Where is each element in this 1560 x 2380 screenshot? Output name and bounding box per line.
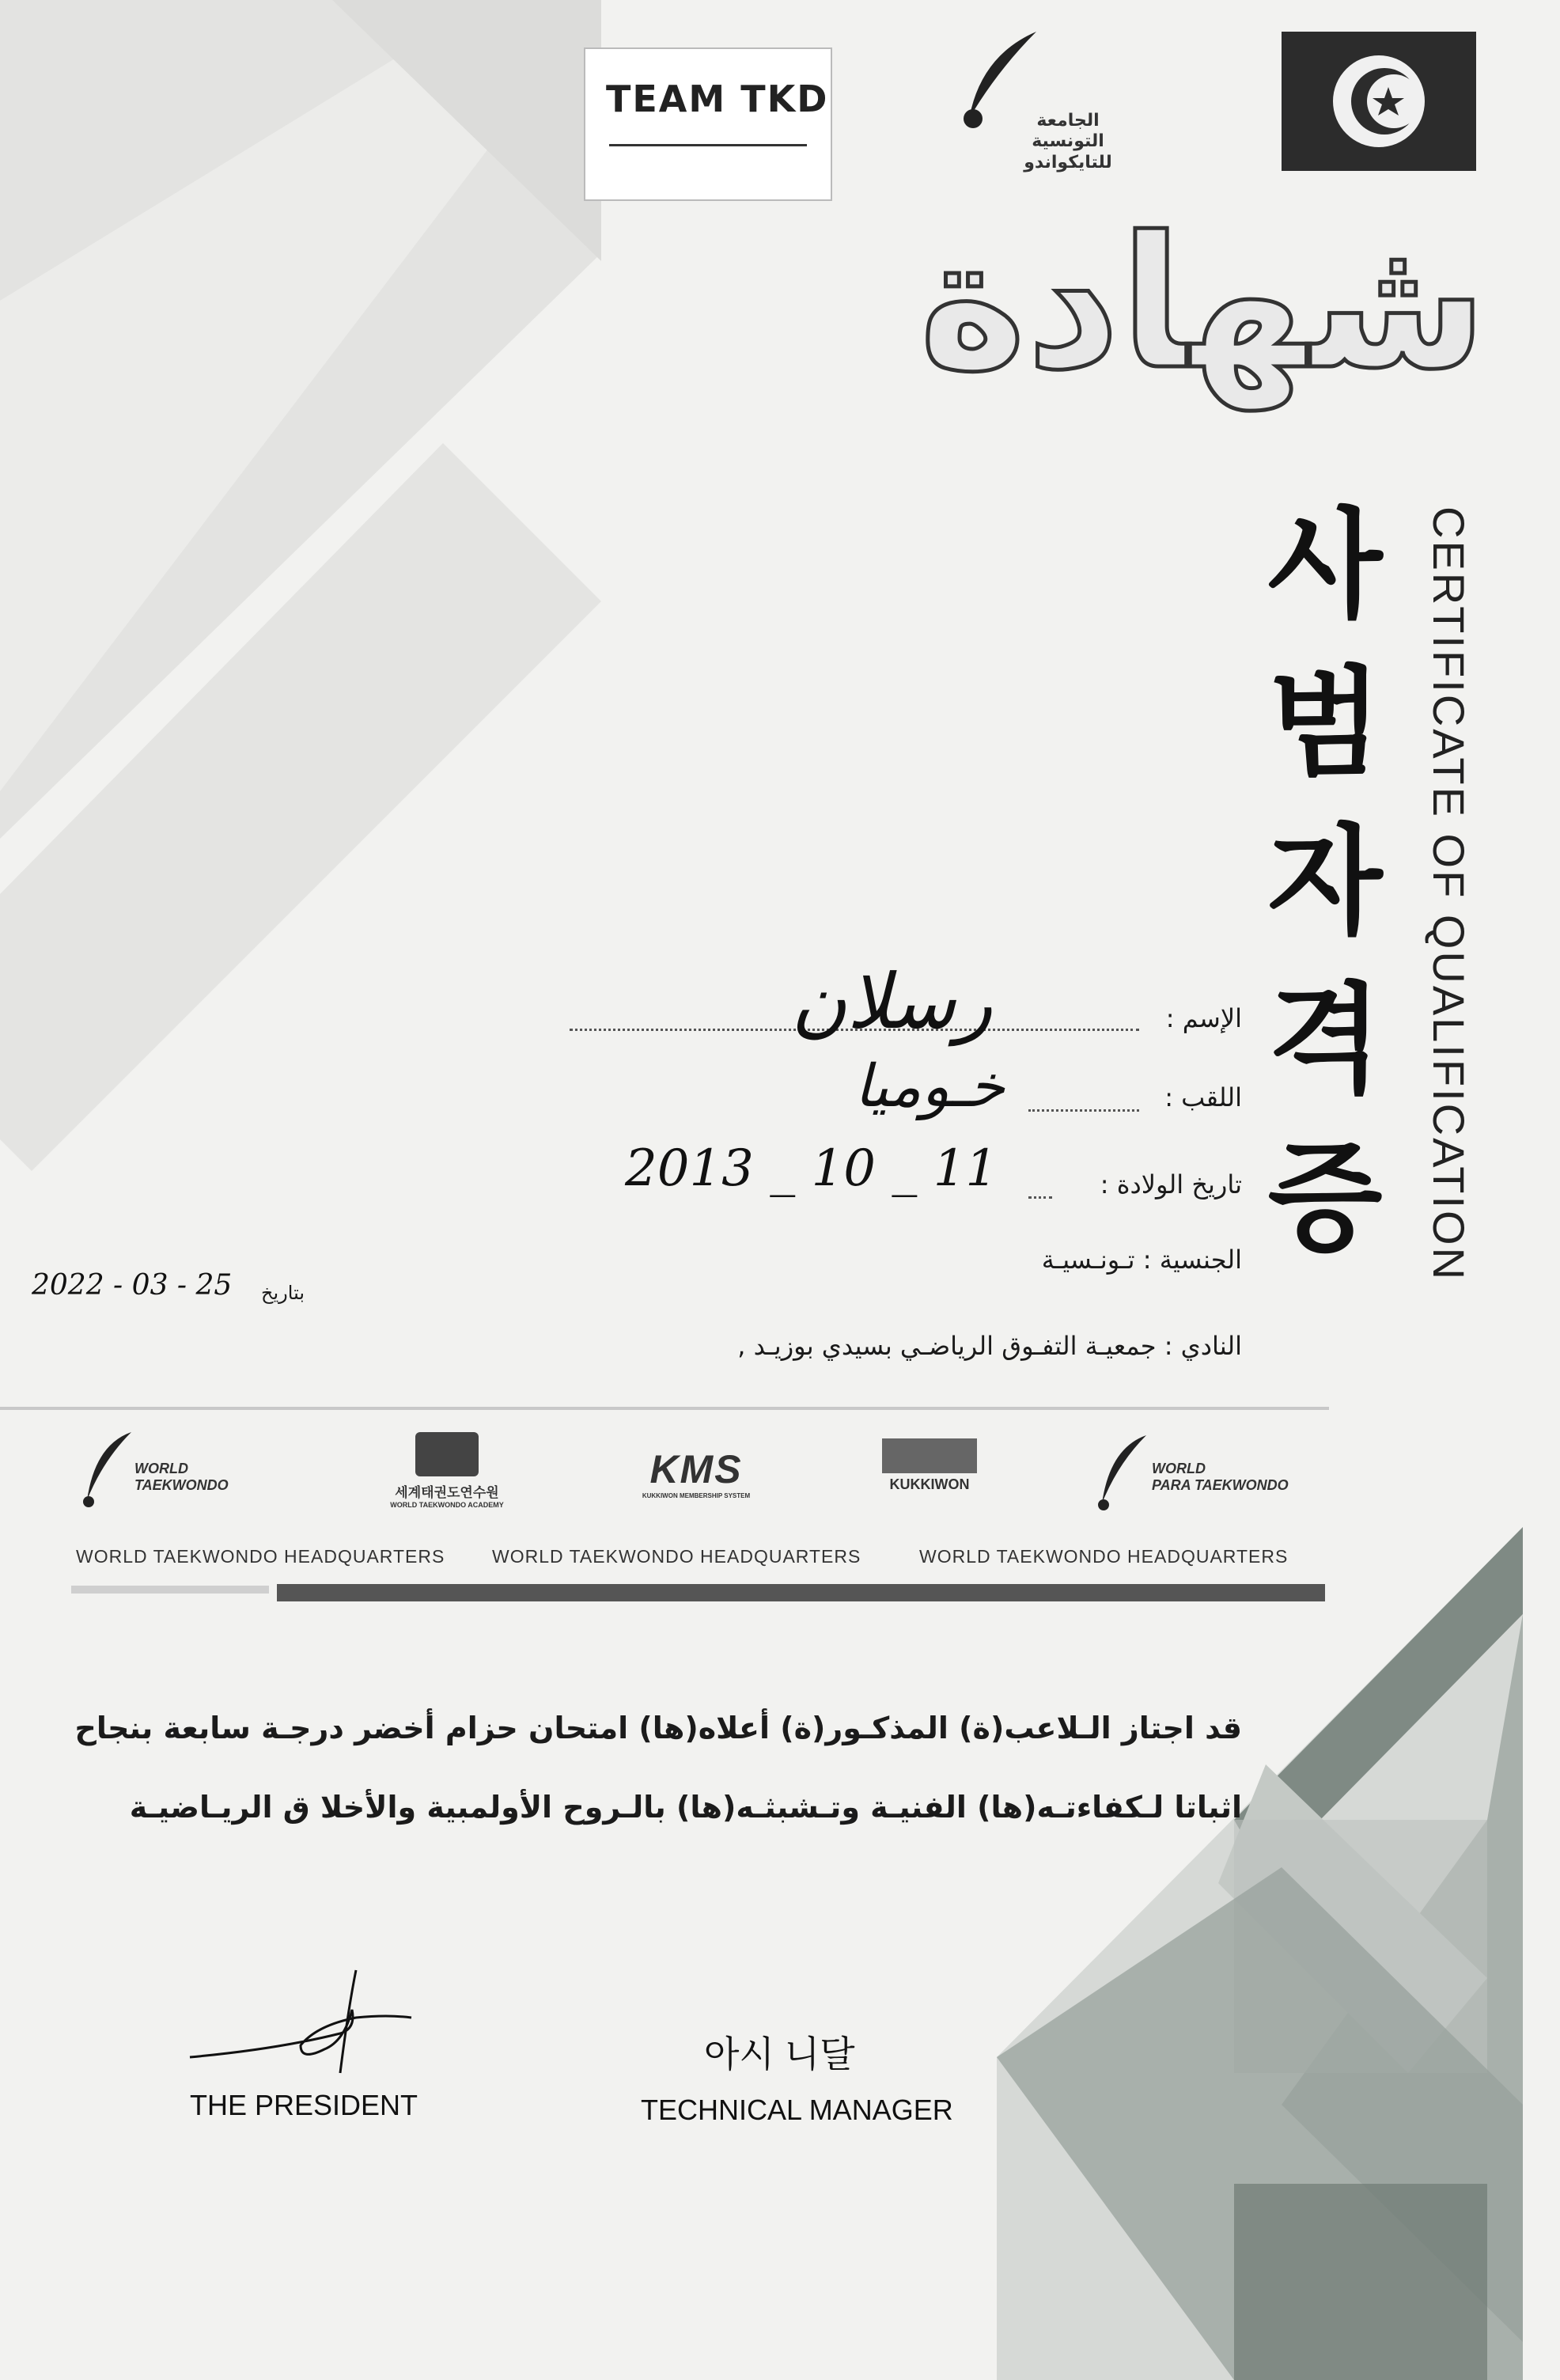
- nationality-field: الجنسية : تـونـسيـة: [1041, 1245, 1242, 1275]
- wt-line-2: TAEKWONDO: [134, 1476, 229, 1493]
- surname-value: خـوميا: [854, 1052, 1005, 1120]
- kukkiwon-text: KUKKIWON: [889, 1476, 970, 1492]
- korean-title: [1258, 497, 1392, 1298]
- kms-logo: [625, 1446, 767, 1510]
- federation-line-2: التونسية: [1032, 131, 1104, 152]
- issue-date-label: بتاريخ: [261, 1282, 305, 1304]
- birth-dots: [1028, 1196, 1052, 1199]
- surname-dots: [1028, 1109, 1139, 1112]
- birth-label: تاريخ الولادة :: [1100, 1169, 1242, 1199]
- club-field: النادي : جمعيـة التفـوق الرياضـي بسيدي بوزيـد ,: [737, 1331, 1242, 1361]
- korean-char-2: 범: [1267, 655, 1383, 793]
- hq-label-2: WORLD TAEKWONDO HEADQUARTERS: [492, 1546, 861, 1567]
- certificate-body-line-1: قد اجتاز الـلاعب(ة) المذكـور(ة) أعلاه(ها) امتحان حزام أخضر درجـة سابعة بنجاح: [74, 1711, 1242, 1745]
- president-signature: [182, 1962, 419, 2081]
- kukkiwon-emblem-icon: [882, 1438, 977, 1473]
- certificate-body-line-2: اثباتا لـكفاءتـه(ها) الفنيـة وتـشبثـه(ها) بالـروح الأولمبية والأخلا ق الريـاضيـة: [129, 1790, 1242, 1825]
- tunisia-flag: [1282, 32, 1476, 171]
- manager-label: TECHNICAL MANAGER: [641, 2094, 953, 2126]
- world-taekwondo-logo: [79, 1429, 261, 1516]
- wt-swoosh-icon: [79, 1429, 134, 1508]
- korean-char-3: 자: [1267, 813, 1383, 951]
- para-line-2: PARA TAEKWONDO: [1152, 1476, 1289, 1493]
- hq-label-3: WORLD TAEKWONDO HEADQUARTERS: [919, 1546, 1289, 1567]
- para-taekwondo-logo: [1092, 1432, 1329, 1519]
- para-line-1: WORLD: [1152, 1461, 1206, 1476]
- kukkiwon-logo: [878, 1438, 981, 1510]
- korean-char-5: 증: [1267, 1130, 1383, 1268]
- federation-line-1: الجامعة: [1036, 111, 1100, 131]
- federation-line-3: للتايكواندو: [1024, 152, 1112, 172]
- kms-sub-text: KUKKIWON MEMBERSHIP SYSTEM: [642, 1492, 751, 1499]
- hq-label-1: WORLD TAEKWONDO HEADQUARTERS: [76, 1546, 445, 1567]
- president-label: THE PRESIDENT: [190, 2089, 418, 2121]
- team-tkd-logo-text: TEAM TKD: [606, 78, 829, 120]
- tunisia-flag-icon: [1282, 32, 1476, 171]
- arabic-title: شهادة: [918, 199, 1487, 410]
- surname-label: اللقب :: [1164, 1082, 1242, 1112]
- name-value: رسلان: [791, 957, 993, 1046]
- wta-sub-text: WORLD TAEKWONDO ACADEMY: [390, 1501, 504, 1509]
- wta-emblem-icon: [415, 1432, 479, 1476]
- korean-char-4: 격: [1267, 972, 1383, 1109]
- birth-value: 2013 _ 10 _ 11: [625, 1139, 998, 1198]
- wta-korean-text: 세계태권도연수원: [395, 1485, 499, 1500]
- federation-logo: [949, 24, 1123, 198]
- kms-text: KMS: [649, 1447, 743, 1491]
- manager-korean-name: 아시 니달: [704, 2033, 855, 2075]
- wta-logo: [372, 1432, 522, 1519]
- para-swoosh-icon: [1092, 1432, 1152, 1511]
- korean-char-1: 사: [1267, 497, 1383, 635]
- english-title: CERTIFICATE OF QUALIFICATION: [1424, 506, 1474, 1283]
- team-tkd-logo: [584, 47, 832, 201]
- issue-date-value: 2022 - 03 - 25: [32, 1269, 233, 1302]
- name-label: الإسم :: [1165, 1003, 1242, 1033]
- wt-line-1: WORLD: [134, 1461, 188, 1476]
